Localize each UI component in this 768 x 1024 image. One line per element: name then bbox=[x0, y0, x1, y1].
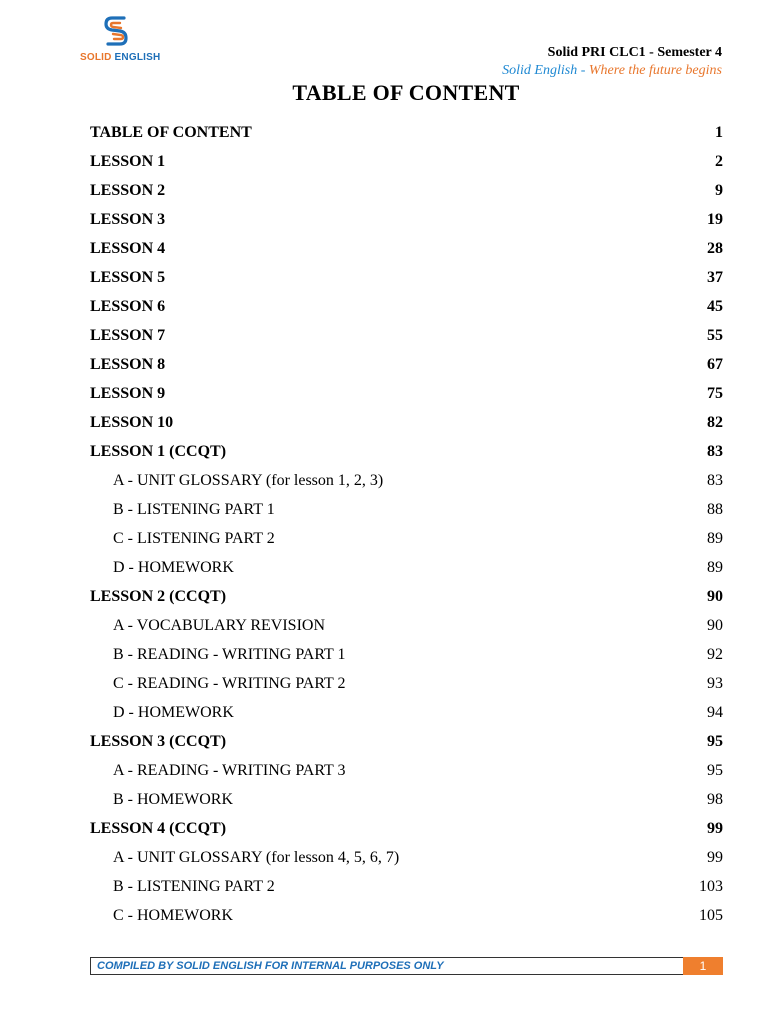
toc-entry-label: A - READING - WRITING PART 3 bbox=[113, 762, 346, 779]
toc-entry[interactable] bbox=[90, 495, 723, 524]
toc-entry[interactable] bbox=[90, 176, 723, 205]
solid-english-logo bbox=[80, 14, 160, 66]
toc-entry-page: 45 bbox=[707, 298, 723, 315]
toc-entry-label: LESSON 4 (CCQT) bbox=[90, 820, 227, 837]
toc-entry[interactable] bbox=[90, 872, 723, 901]
toc-entry-page: 92 bbox=[707, 646, 723, 663]
toc-entry[interactable] bbox=[90, 205, 723, 234]
page-number: 1 bbox=[683, 957, 723, 975]
toc-entry[interactable] bbox=[90, 756, 723, 785]
toc-entry-page: 37 bbox=[707, 269, 723, 286]
toc-entry[interactable] bbox=[90, 292, 723, 321]
toc-entry-page: 105 bbox=[699, 907, 723, 924]
toc-entry-label: LESSON 5 bbox=[90, 269, 166, 286]
toc-entry-label: B - LISTENING PART 1 bbox=[113, 501, 275, 518]
page-header bbox=[502, 44, 722, 80]
toc-entry-page: 83 bbox=[707, 443, 723, 460]
toc-entry[interactable] bbox=[90, 350, 723, 379]
table-of-contents bbox=[90, 118, 723, 930]
toc-entry[interactable] bbox=[90, 669, 723, 698]
toc-entry-page: 2 bbox=[715, 153, 723, 170]
toc-entry[interactable] bbox=[90, 553, 723, 582]
footer-note: COMPILED BY SOLID ENGLISH FOR INTERNAL PURPOSES ONLY bbox=[90, 957, 689, 975]
toc-entry-label: B - LISTENING PART 2 bbox=[113, 878, 275, 895]
toc-entry-label: LESSON 9 bbox=[90, 385, 166, 402]
toc-entry[interactable] bbox=[90, 263, 723, 292]
toc-entry-label: D - HOMEWORK bbox=[113, 704, 234, 721]
toc-entry-label: A - VOCABULARY REVISION bbox=[113, 617, 326, 634]
toc-entry[interactable] bbox=[90, 611, 723, 640]
toc-entry[interactable] bbox=[90, 437, 723, 466]
toc-entry[interactable] bbox=[90, 118, 723, 147]
toc-entry-label: LESSON 2 (CCQT) bbox=[90, 588, 227, 605]
page-title: TABLE OF CONTENT bbox=[292, 80, 520, 105]
toc-entry-label: LESSON 2 bbox=[90, 182, 166, 199]
logo-s-icon bbox=[100, 14, 134, 48]
toc-entry-label: C - LISTENING PART 2 bbox=[113, 530, 275, 547]
toc-entry-page: 88 bbox=[707, 501, 723, 518]
toc-entry[interactable] bbox=[90, 466, 723, 495]
toc-entry-page: 67 bbox=[707, 356, 723, 373]
toc-entry-page: 98 bbox=[707, 791, 723, 808]
toc-entry-label: B - READING - WRITING PART 1 bbox=[113, 646, 346, 663]
toc-entry-page: 93 bbox=[707, 675, 723, 692]
toc-entry-label: LESSON 4 bbox=[90, 240, 166, 257]
toc-entry-label: A - UNIT GLOSSARY (for lesson 4, 5, 6, 7) bbox=[113, 849, 400, 866]
toc-entry-page: 28 bbox=[707, 240, 723, 257]
toc-entry-label: LESSON 7 bbox=[90, 327, 166, 344]
toc-entry-page: 103 bbox=[699, 878, 723, 895]
toc-entry-label: LESSON 10 bbox=[90, 414, 174, 431]
toc-entry-page: 89 bbox=[707, 530, 723, 547]
toc-entry[interactable] bbox=[90, 234, 723, 263]
toc-entry[interactable] bbox=[90, 408, 723, 437]
toc-entry-page: 99 bbox=[707, 849, 723, 866]
toc-entry-label: A - UNIT GLOSSARY (for lesson 1, 2, 3) bbox=[113, 472, 384, 489]
toc-entry[interactable] bbox=[90, 901, 723, 930]
toc-entry-label: C - HOMEWORK bbox=[113, 907, 233, 924]
toc-entry-page: 55 bbox=[707, 327, 723, 344]
toc-entry-page: 95 bbox=[707, 762, 723, 779]
toc-entry[interactable] bbox=[90, 785, 723, 814]
toc-entry-page: 9 bbox=[715, 182, 723, 199]
toc-entry-page: 19 bbox=[707, 211, 723, 228]
toc-entry-label: LESSON 8 bbox=[90, 356, 166, 373]
toc-entry-label: LESSON 1 bbox=[90, 153, 166, 170]
toc-entry-page: 75 bbox=[707, 385, 723, 402]
toc-entry-label: C - READING - WRITING PART 2 bbox=[113, 675, 346, 692]
brand-slogan: Solid English - Where the future begins bbox=[502, 63, 722, 78]
toc-entry[interactable] bbox=[90, 843, 723, 872]
page-footer bbox=[90, 957, 723, 975]
toc-entry[interactable] bbox=[90, 582, 723, 611]
toc-entry[interactable] bbox=[90, 379, 723, 408]
toc-entry-label: LESSON 3 (CCQT) bbox=[90, 733, 227, 750]
toc-entry-label: LESSON 3 bbox=[90, 211, 166, 228]
course-title: Solid PRI CLC1 - Semester 4 bbox=[547, 45, 722, 60]
toc-entry[interactable] bbox=[90, 727, 723, 756]
toc-entry-page: 1 bbox=[715, 124, 723, 141]
toc-entry-page: 82 bbox=[707, 414, 723, 431]
toc-entry-page: 94 bbox=[707, 704, 723, 721]
toc-entry-label: TABLE OF CONTENT bbox=[90, 124, 252, 141]
toc-entry-page: 90 bbox=[707, 617, 723, 634]
toc-entry[interactable] bbox=[90, 524, 723, 553]
logo-wordmark: SOLID ENGLISH bbox=[80, 52, 161, 63]
toc-entry-page: 89 bbox=[707, 559, 723, 576]
toc-entry-page: 95 bbox=[707, 733, 723, 750]
toc-entry-page: 90 bbox=[707, 588, 723, 605]
toc-entry-page: 83 bbox=[707, 472, 723, 489]
toc-entry[interactable] bbox=[90, 698, 723, 727]
toc-entry[interactable] bbox=[90, 640, 723, 669]
toc-entry[interactable] bbox=[90, 814, 723, 843]
toc-entry[interactable] bbox=[90, 321, 723, 350]
toc-entry-label: LESSON 1 (CCQT) bbox=[90, 443, 227, 460]
toc-entry-label: LESSON 6 bbox=[90, 298, 166, 315]
toc-entry-label: D - HOMEWORK bbox=[113, 559, 234, 576]
toc-entry[interactable] bbox=[90, 147, 723, 176]
toc-entry-page: 99 bbox=[707, 820, 723, 837]
toc-entry-label: B - HOMEWORK bbox=[113, 791, 233, 808]
